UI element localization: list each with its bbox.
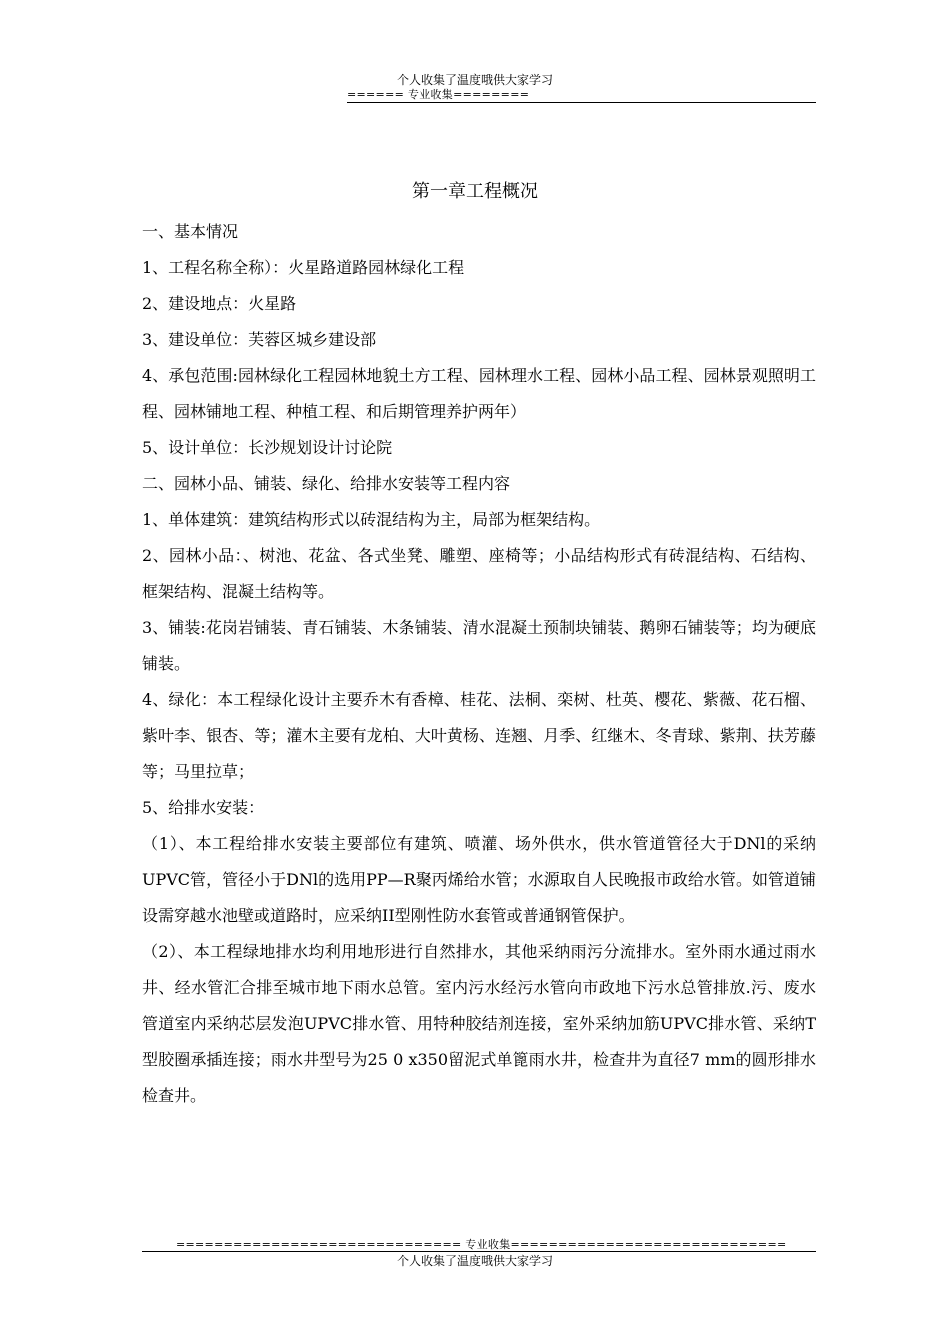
paragraph-location: 2、建设地点：火星路 — [142, 294, 297, 313]
paragraph-water-supply: （1）、本工程给排水安装主要部位有建筑、喷灌、场外供水，供水管道管径大于DNl的采纳UPVC管，管径小于DNl的选用PP—R聚丙烯给水管；水源取自人民晚报市政给水管。如管道铺设需穿越水池壁或道路时，应采纳II型刚性防水套管或普通钢管保护。 — [142, 834, 816, 925]
section-heading-basic-info: 一、基本情况 — [142, 222, 239, 241]
header-divider — [347, 102, 816, 103]
paragraph-paving: 3、铺装:花岗岩铺装、青石铺装、木条铺装、清水混凝土预制块铺装、鹅卵石铺装等；均为硬底铺装。 — [142, 618, 816, 673]
document-body — [142, 214, 816, 1114]
paragraph-buildings: 1、单体建筑：建筑结构形式以砖混结构为主，局部为框架结构。 — [142, 510, 601, 529]
header-banner: ====== 专业收集======== — [347, 88, 530, 101]
paragraph-plumbing-heading: 5、给排水安装： — [142, 798, 265, 817]
paragraph-scope: 4、承包范围:园林绿化工程园林地貌土方工程、园林理水工程、园林小品工程、园林景观照明工程、园林铺地工程、种植工程、和后期管理养护两年） — [142, 366, 816, 421]
paragraph-greening: 4、绿化：本工程绿化设计主要乔木有香樟、桂花、法桐、栾树、杜英、樱花、紫薇、花石榴、紫叶李、银杏、等；灌木主要有龙柏、大叶黄杨、连翘、月季、红继木、冬青球、紫荆、扶芳藤等；马里拉草； — [142, 690, 816, 781]
paragraph-designer: 5、设计单位：长沙规划设计讨论院 — [142, 438, 393, 457]
paragraph-project-name: 1、工程名称全称）：火星路道路园林绿化工程 — [142, 258, 465, 277]
paragraph-garden-items: 2、园林小品：、树池、花盆、各式坐凳、雕塑、座椅等；小品结构形式有砖混结构、石结构、框架结构、混凝土结构等。 — [142, 546, 816, 601]
footer-divider — [142, 1251, 816, 1252]
footer-caption: 个人收集了温度哦供大家学习 — [396, 1254, 553, 1268]
footer-banner: ============================== 专业收集============================= — [176, 1238, 787, 1251]
chapter-title: 第一章工程概况 — [412, 181, 538, 202]
paragraph-drainage: （2）、本工程绿地排水均利用地形进行自然排水，其他采纳雨污分流排水。室外雨水通过雨水井、经水管汇合排至城市地下雨水总管。室内污水经污水管向市政地下污水总管排放.污、废水管道室内采纳芯层发泡UPVC排水管、用特种胶结剂连接，室外采纳加筋UPVC排水管、采纳T型胶圈承插连接；雨水井型号为25 0 x350留泥式单篦雨水井，检查井为直径7 mm的圆形排水检查井。 — [142, 942, 816, 1105]
header-caption: 个人收集了温度哦供大家学习 — [396, 73, 553, 87]
section-heading-works: 二、园林小品、铺装、绿化、给排水安装等工程内容 — [142, 474, 511, 493]
paragraph-developer: 3、建设单位：芙蓉区城乡建设部 — [142, 330, 377, 349]
